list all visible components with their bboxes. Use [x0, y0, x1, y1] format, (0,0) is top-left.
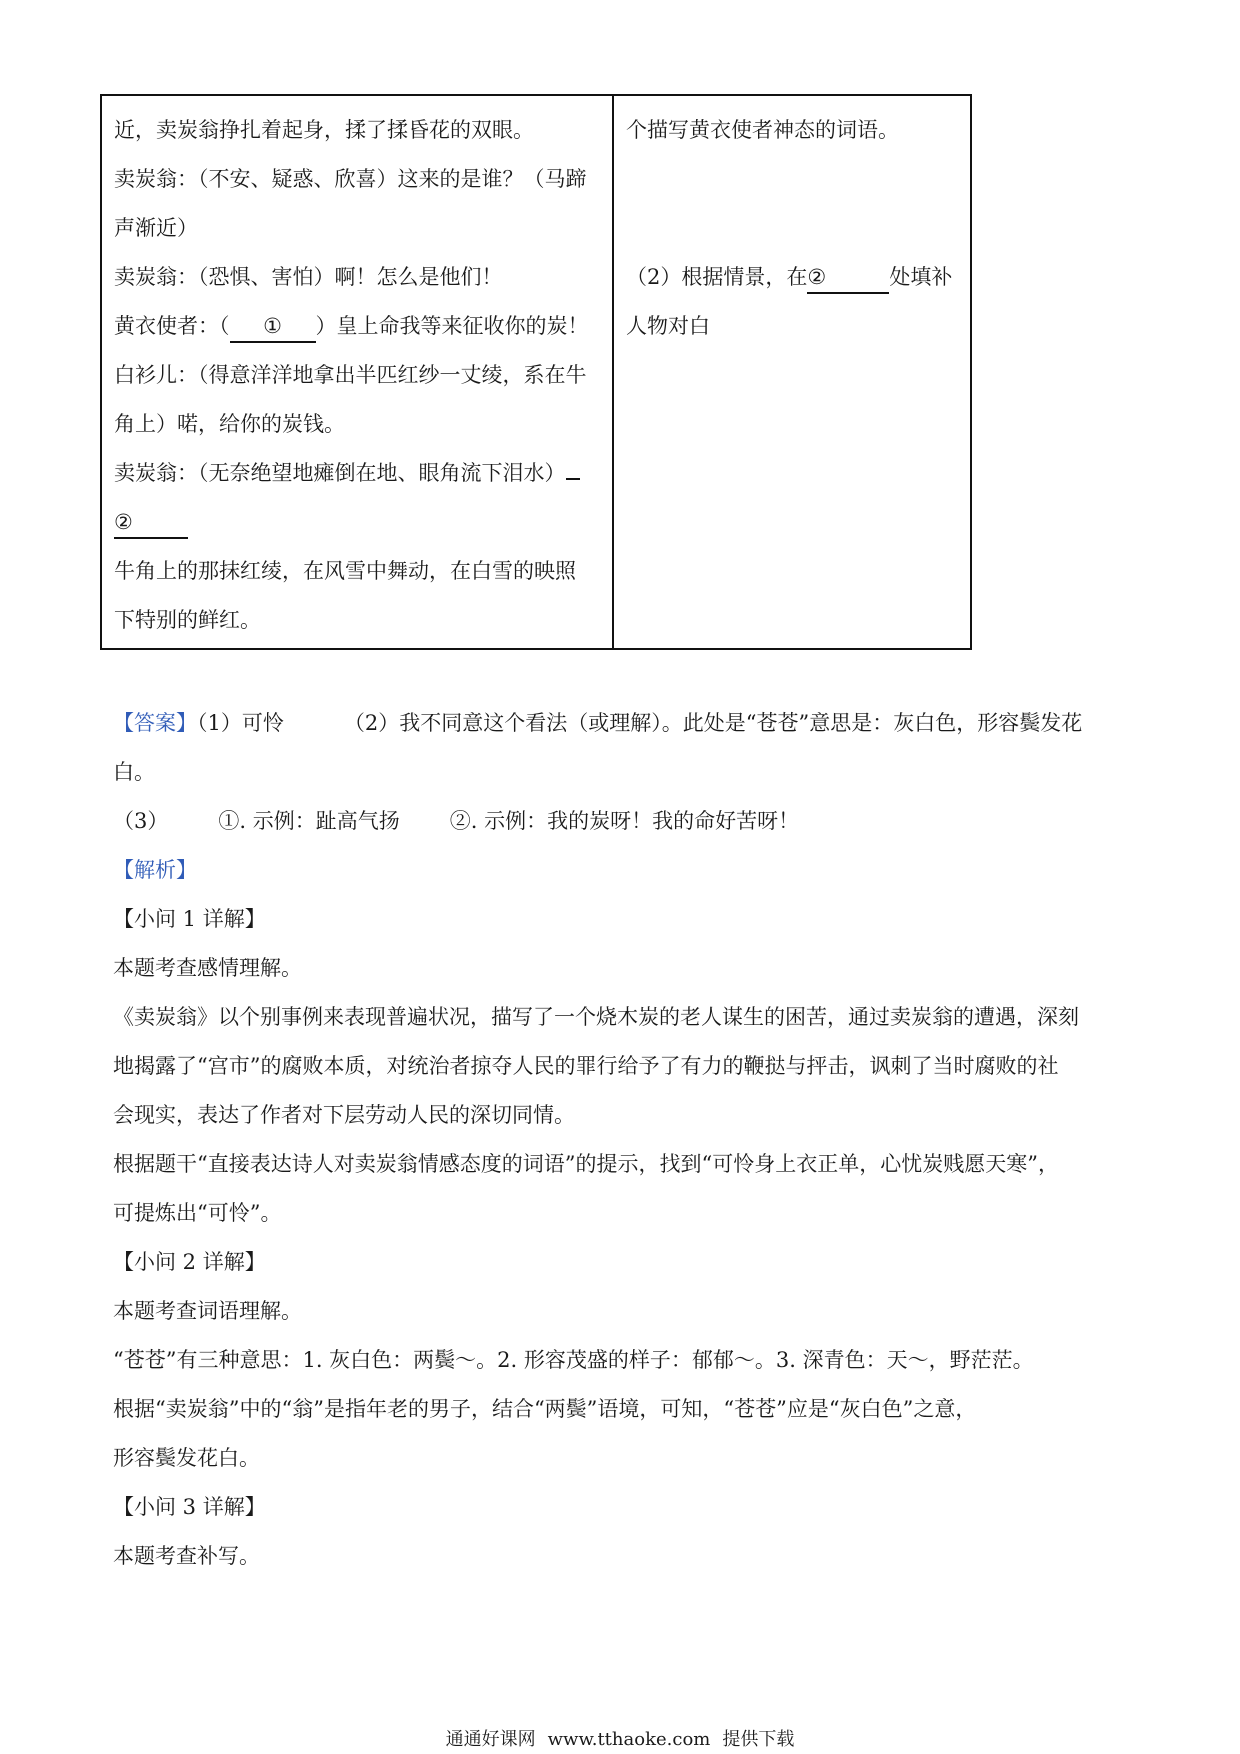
paragraph: 可提炼出“可怜”。	[113, 1201, 282, 1225]
script-line: 卖炭翁：（不安、疑惑、欣喜）这来的是谁？（马蹄	[114, 167, 587, 191]
answer-3-part-2: ②. 示例：我的炭呀！我的命好苦呀！	[449, 809, 800, 833]
paragraph: 《卖炭翁》以个别事例来表现普遍状况，描写了一个烧木炭的老人谋生的困苦，通过卖炭翁的遭遇，深刻	[113, 1005, 1079, 1029]
answer-line-3	[113, 797, 1133, 846]
blank-1: ①	[230, 311, 316, 343]
page-footer	[0, 1728, 1240, 1752]
script-line: 下特别的鲜红。	[114, 608, 261, 632]
script-line-blank-1	[114, 302, 602, 351]
paragraph: 本题考查词语理解。	[113, 1299, 302, 1323]
paragraph: 本题考查感情理解。	[113, 956, 302, 980]
question-line: 人物对白	[626, 314, 710, 338]
blank-2: ②	[114, 507, 188, 539]
sub-question-3-title: 【小问 3 详解】	[113, 1495, 266, 1519]
footer-site-name: 通通好课网	[445, 1729, 536, 1750]
footer-suffix: 提供下载	[722, 1729, 795, 1750]
question-2-line	[626, 253, 960, 302]
blank-2-start	[566, 478, 580, 480]
script-text: ）皇上命我等来征收你的炭！	[315, 314, 589, 338]
script-line-blank-2	[114, 498, 602, 547]
question-column	[614, 96, 970, 648]
answer-line-1	[113, 699, 1133, 748]
question-text: 处填补	[889, 265, 953, 289]
script-text: 黄衣使者：（	[114, 314, 230, 338]
analysis-tag: 【解析】	[113, 858, 197, 882]
sub-question-1-title: 【小问 1 详解】	[113, 907, 266, 931]
answer-line-2: 白。	[113, 760, 155, 784]
script-line: 角上）喏，给你的炭钱。	[114, 412, 345, 436]
answer-analysis	[113, 699, 1133, 1581]
answer-3-label: （3）	[113, 809, 169, 833]
paragraph: 地揭露了“宫市”的腐败本质，对统治者掠夺人民的罪行给予了有力的鞭挞与抨击，讽刺了当时腐败的社	[113, 1054, 1059, 1078]
paragraph: “苍苍”有三种意思：1. 灰白色：两鬓～。2. 形容茂盛的样子：郁郁～。3. 深青色：天～，野茫茫。	[113, 1348, 1034, 1372]
answer-1: （1）可怜	[197, 711, 284, 735]
script-column	[102, 96, 614, 648]
answer-tag: 【答案】	[113, 711, 197, 735]
question-table	[100, 94, 972, 650]
paragraph: 根据“卖炭翁”中的“翁”是指年老的男子，结合“两鬓”语境，可知，“苍苍”应是“灰白色”之意，	[113, 1397, 977, 1421]
script-line: 声渐近）	[114, 216, 198, 240]
answer-2: （2）我不同意这个看法（或理解）。此处是“苍苍”意思是：灰白色，形容鬓发花	[343, 711, 1083, 735]
footer-url[interactable]: www.tthaoke.com	[547, 1729, 711, 1750]
paragraph: 会现实，表达了作者对下层劳动人民的深切同情。	[113, 1103, 575, 1127]
script-line: 卖炭翁：（恐惧、害怕）啊！怎么是他们！	[114, 265, 503, 289]
sub-question-2-title: 【小问 2 详解】	[113, 1250, 266, 1274]
script-line: 近，卖炭翁挣扎着起身，揉了揉昏花的双眼。	[114, 118, 534, 142]
script-line: 白衫儿：（得意洋洋地拿出半匹红纱一丈绫，系在牛	[114, 363, 587, 387]
paragraph: 形容鬓发花白。	[113, 1446, 260, 1470]
answer-3-part-1: ①. 示例：趾高气扬	[218, 809, 400, 833]
question-line: 个描写黄衣使者神态的词语。	[626, 118, 899, 142]
script-line-blank-2-start	[114, 449, 602, 498]
paragraph: 本题考查补写。	[113, 1544, 260, 1568]
script-text: 卖炭翁：（无奈绝望地瘫倒在地、眼角流下泪水）	[114, 461, 566, 485]
question-blank-2: ②	[807, 262, 889, 294]
question-text: （2）根据情景，在	[626, 265, 808, 289]
paragraph: 根据题干“直接表达诗人对卖炭翁情感态度的词语”的提示，找到“可怜身上衣正单，心忧炭贱愿天寒”，	[113, 1152, 1059, 1176]
script-line: 牛角上的那抹红绫，在风雪中舞动，在白雪的映照	[114, 559, 576, 583]
